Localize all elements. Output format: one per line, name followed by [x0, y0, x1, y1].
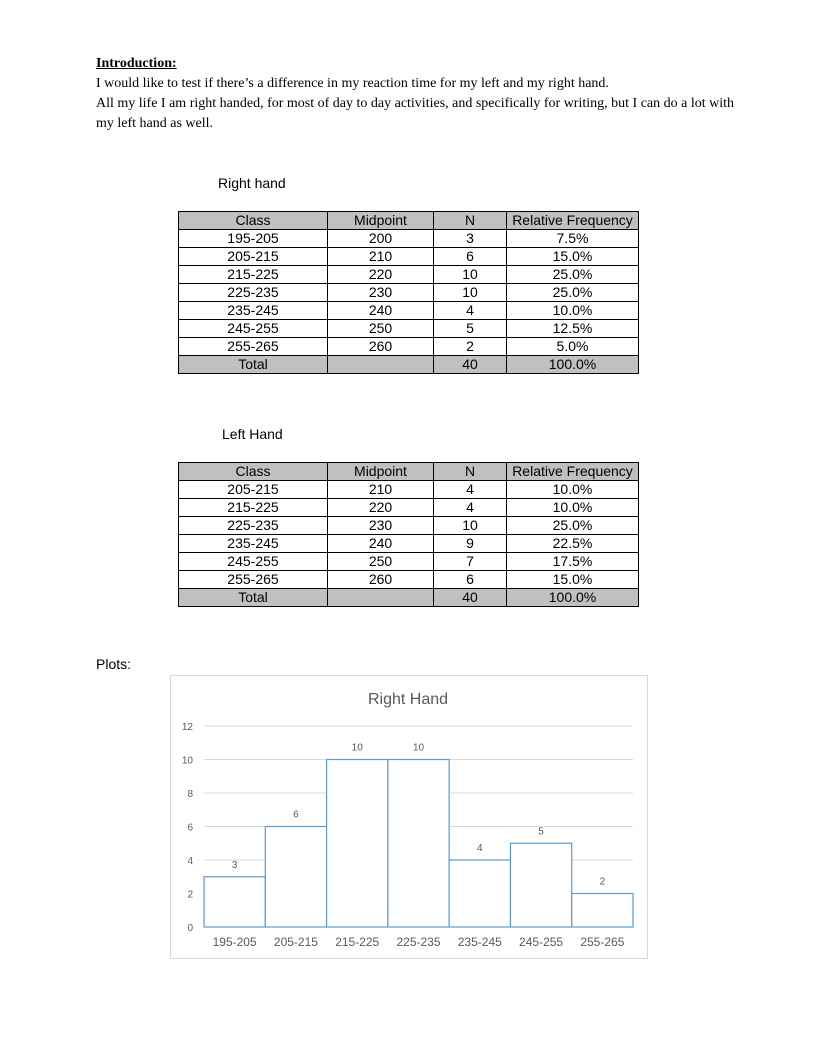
- y-tick-label: 6: [187, 822, 193, 834]
- cell-n: 10: [434, 517, 507, 535]
- bar: [327, 760, 388, 928]
- y-tick-label: 8: [187, 789, 193, 800]
- total-n: 40: [434, 589, 507, 607]
- cell-n: 2: [434, 338, 507, 356]
- header-n: N: [434, 212, 507, 230]
- plots-label: Plots:: [96, 656, 132, 672]
- left-hand-frequency-table: [178, 462, 639, 607]
- cell-midpoint: 220: [328, 499, 434, 517]
- total-n: 40: [434, 356, 507, 374]
- cell-midpoint: 240: [328, 535, 434, 553]
- table-total-row: [179, 589, 639, 607]
- data-label: 10: [351, 742, 363, 754]
- y-tick-label: 4: [187, 856, 193, 867]
- x-tick-label: 245-255: [519, 935, 564, 949]
- cell-class: 205-215: [179, 481, 328, 499]
- cell-relative-frequency: 25.0%: [507, 284, 639, 302]
- header-n: N: [434, 463, 507, 481]
- x-tick-label: 225-235: [396, 935, 441, 949]
- cell-relative-frequency: 5.0%: [507, 338, 639, 356]
- cell-midpoint: 260: [328, 571, 434, 589]
- bar: [449, 860, 510, 927]
- cell-midpoint: 260: [328, 338, 434, 356]
- right-hand-chart-frame: [170, 675, 648, 959]
- cell-class: 245-255: [179, 320, 328, 338]
- cell-n: 6: [434, 248, 507, 266]
- cell-relative-frequency: 10.0%: [507, 302, 639, 320]
- total-midpoint: [328, 589, 434, 607]
- cell-class: 235-245: [179, 535, 328, 553]
- header-midpoint: Midpoint: [328, 212, 434, 230]
- table-row: [179, 230, 639, 248]
- introduction-heading: Introduction:: [96, 56, 177, 71]
- cell-n: 10: [434, 284, 507, 302]
- cell-midpoint: 210: [328, 481, 434, 499]
- introduction-line-1: I would like to test if there’s a difference in my reaction time for my left and my right hand.: [96, 76, 609, 91]
- left-hand-table-title: Left Hand: [222, 426, 283, 442]
- cell-class: 255-265: [179, 571, 328, 589]
- right-hand-table-title: Right hand: [218, 175, 286, 191]
- table-row: [179, 535, 639, 553]
- data-label: 6: [293, 809, 299, 821]
- table-row: [179, 338, 639, 356]
- cell-midpoint: 230: [328, 517, 434, 535]
- total-class: Total: [179, 356, 328, 374]
- table-row: [179, 481, 639, 499]
- cell-n: 7: [434, 553, 507, 571]
- table-row: [179, 284, 639, 302]
- right-hand-frequency-table: [178, 211, 639, 374]
- cell-class: 215-225: [179, 266, 328, 284]
- cell-n: 9: [434, 535, 507, 553]
- table-row: [179, 571, 639, 589]
- cell-midpoint: 220: [328, 266, 434, 284]
- cell-relative-frequency: 7.5%: [507, 230, 639, 248]
- table-row: [179, 499, 639, 517]
- cell-midpoint: 250: [328, 320, 434, 338]
- cell-class: 195-205: [179, 230, 328, 248]
- table-header-row: [179, 463, 639, 481]
- table-header-row: [179, 212, 639, 230]
- table-total-row: [179, 356, 639, 374]
- cell-n: 6: [434, 571, 507, 589]
- bar: [388, 760, 449, 928]
- cell-midpoint: 240: [328, 302, 434, 320]
- cell-midpoint: 200: [328, 230, 434, 248]
- header-relative-frequency: Relative Frequency: [507, 463, 639, 481]
- header-relative-frequency: Relative Frequency: [507, 212, 639, 230]
- total-relative-frequency: 100.0%: [507, 356, 639, 374]
- data-label: 10: [412, 742, 425, 754]
- cell-n: 5: [434, 320, 507, 338]
- data-label: 3: [231, 859, 238, 871]
- table-row: [179, 553, 639, 571]
- x-tick-label: 205-215: [273, 935, 318, 949]
- y-tick-label: 12: [181, 722, 193, 733]
- total-class: Total: [179, 589, 328, 607]
- header-class: Class: [179, 212, 328, 230]
- total-relative-frequency: 100.0%: [507, 589, 639, 607]
- cell-n: 4: [434, 302, 507, 320]
- cell-relative-frequency: 12.5%: [507, 320, 639, 338]
- cell-relative-frequency: 15.0%: [507, 248, 639, 266]
- data-label: 2: [599, 876, 606, 888]
- cell-relative-frequency: 10.0%: [507, 481, 639, 499]
- chart-title: Right Hand: [367, 691, 449, 708]
- bar: [204, 877, 265, 927]
- cell-midpoint: 250: [328, 553, 434, 571]
- table-row: [179, 266, 639, 284]
- cell-n: 4: [434, 481, 507, 499]
- x-tick-label: 195-205: [212, 935, 257, 949]
- bar: [572, 894, 633, 928]
- cell-class: 245-255: [179, 553, 328, 571]
- cell-class: 255-265: [179, 338, 328, 356]
- cell-midpoint: 230: [328, 284, 434, 302]
- bar: [510, 843, 571, 927]
- table-row: [179, 320, 639, 338]
- cell-class: 205-215: [179, 248, 328, 266]
- data-label: 5: [538, 826, 544, 838]
- cell-relative-frequency: 15.0%: [507, 571, 639, 589]
- cell-relative-frequency: 25.0%: [507, 517, 639, 535]
- cell-n: 3: [434, 230, 507, 248]
- data-label: 4: [477, 843, 483, 854]
- introduction-line-2: All my life I am right handed, for most of day to day activities, and specifically for writing, but I can do a lot with my left hand as well.: [96, 96, 735, 131]
- y-tick-label: 0: [187, 923, 193, 934]
- total-midpoint: [328, 356, 434, 374]
- cell-class: 225-235: [179, 284, 328, 302]
- table-row: [179, 248, 639, 266]
- header-class: Class: [179, 463, 328, 481]
- introduction-section: [96, 54, 736, 134]
- x-tick-label: 215-225: [335, 935, 380, 949]
- cell-n: 10: [434, 266, 507, 284]
- cell-class: 235-245: [179, 302, 328, 320]
- right-hand-histogram: [171, 676, 647, 958]
- bar: [265, 827, 326, 928]
- y-tick-label: 2: [187, 889, 193, 901]
- header-midpoint: Midpoint: [328, 463, 434, 481]
- cell-class: 215-225: [179, 499, 328, 517]
- cell-n: 4: [434, 499, 507, 517]
- y-tick-label: 10: [181, 755, 193, 767]
- cell-relative-frequency: 22.5%: [507, 535, 639, 553]
- cell-relative-frequency: 17.5%: [507, 553, 639, 571]
- x-tick-label: 235-245: [457, 935, 502, 949]
- cell-class: 225-235: [179, 517, 328, 535]
- x-tick-label: 255-265: [580, 935, 625, 949]
- cell-midpoint: 210: [328, 248, 434, 266]
- table-row: [179, 302, 639, 320]
- table-row: [179, 517, 639, 535]
- cell-relative-frequency: 10.0%: [507, 499, 639, 517]
- cell-relative-frequency: 25.0%: [507, 266, 639, 284]
